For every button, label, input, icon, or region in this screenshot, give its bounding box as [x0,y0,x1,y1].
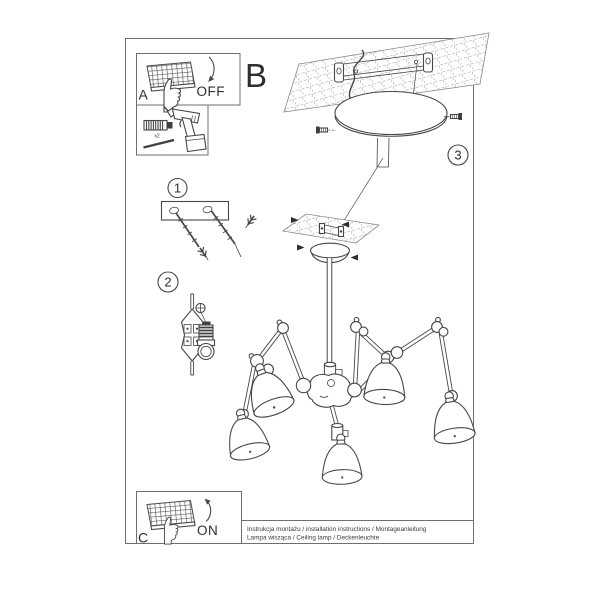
section-b-label: B [245,57,268,94]
switch-off-label: OFF [196,84,225,99]
step-3-number: 3 [454,147,462,163]
step-1-detail [162,179,257,263]
section-a-label: A [138,86,148,103]
step-2-detail [158,272,215,375]
step-2-number: 2 [164,274,172,290]
switch-on-label: ON [197,523,219,538]
expansion-anchor-icon [243,214,257,230]
lamp-shade [364,352,407,405]
title-line-2: Lampa wisząca / Ceiling lamp / Deckenleuchte [247,534,380,542]
title-line-1: Instrukcja montażu / installation instructions / Montageanleitung [247,526,427,533]
suspension-rod [327,258,332,366]
wall-plug-icon [144,121,173,131]
anchor-quantity-label: x2 [154,133,160,140]
cable-clamp-icon [198,322,215,360]
drill-icon [164,107,206,152]
switch-off-arrow-icon [208,57,214,82]
ceiling-mounting-diagram [284,33,489,167]
ceiling-plate [283,214,379,243]
step-1-number: 1 [173,180,182,196]
screw-direction-arrow [351,255,359,261]
drill-bit-icon [144,140,175,148]
section-c-label: C [138,529,149,546]
mounting-plate-icon [162,202,229,221]
lamp-shade [428,389,476,446]
expansion-anchor-icon [197,246,211,262]
screw-direction-arrow [297,245,305,251]
canopy-screw-left-icon [316,127,336,134]
lamp-shade [321,433,362,485]
ceiling-canopy [335,92,447,168]
chandelier-illustration [220,158,476,485]
switch-on-arrow-icon [205,499,211,522]
